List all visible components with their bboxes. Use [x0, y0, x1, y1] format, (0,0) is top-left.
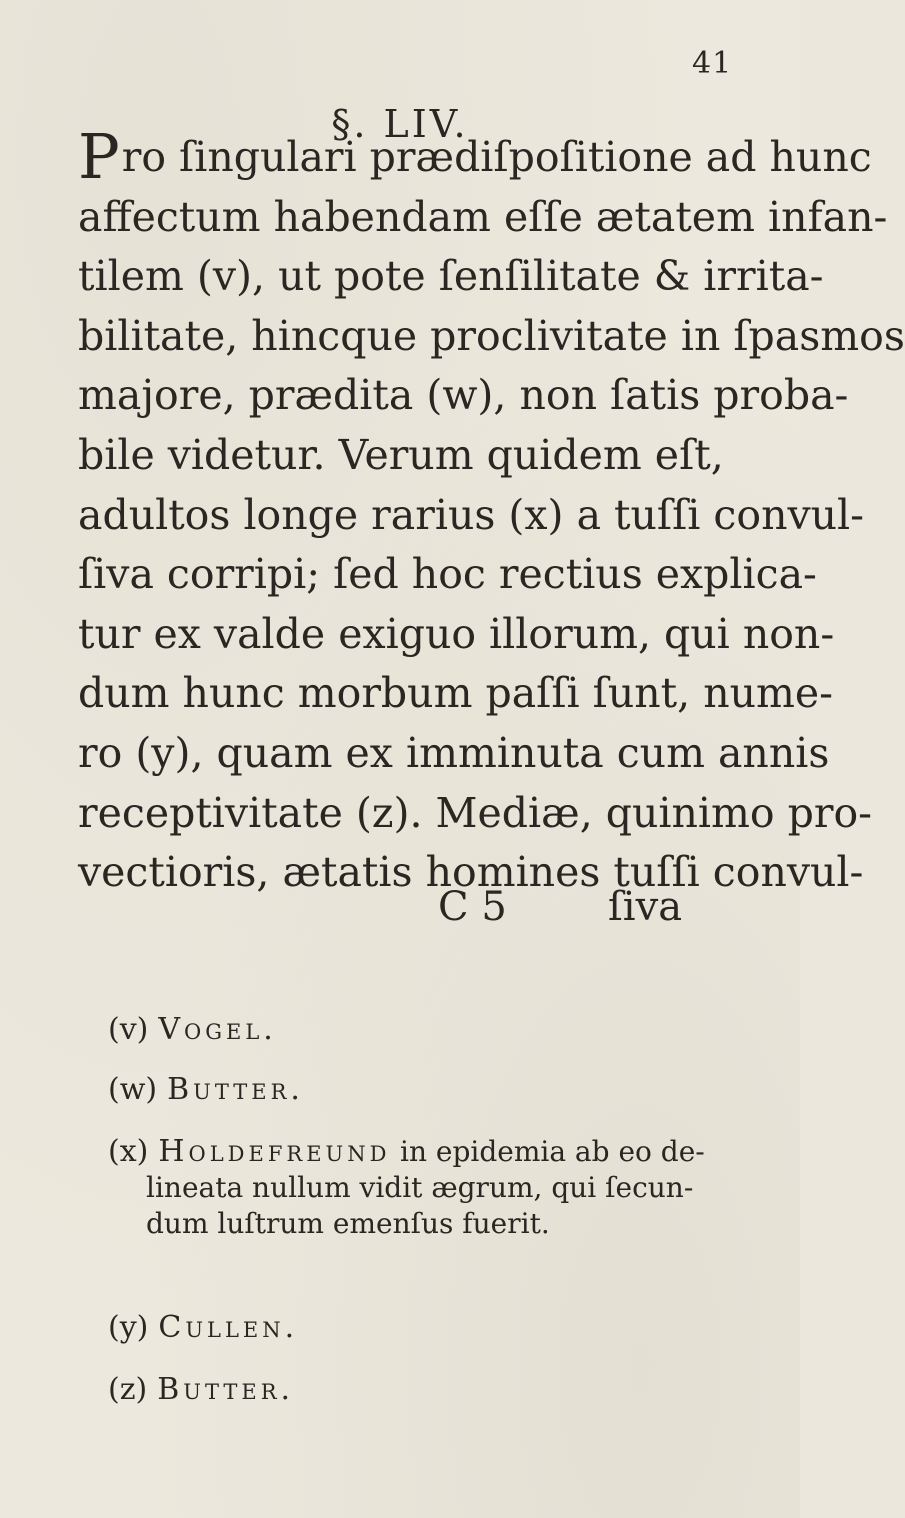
footnote	[108, 1072, 304, 1108]
section-heading: §. LIV.	[331, 102, 469, 146]
footnote-marker: (y)	[108, 1310, 149, 1345]
footnote-author: Butter.	[157, 1372, 295, 1407]
footnote	[108, 1134, 705, 1242]
body-text	[78, 120, 905, 903]
footnote	[108, 1372, 294, 1408]
text-line: Pro ſingulari prædiſpoſitione ad hunc	[78, 120, 872, 193]
text-line: receptivitate (z). Mediæ, quinimo pro-	[78, 788, 873, 837]
text-line: adultos longe rarius (x) a tuſſi convul-	[78, 490, 865, 539]
text-line: dum hunc morbum paſſi ſunt, nume-	[78, 669, 834, 718]
signature-line	[0, 884, 800, 936]
footnote	[108, 1012, 277, 1048]
catchword: ſiva	[608, 884, 683, 930]
text-line: vectioris, ætatis homines tuſſi convul-	[78, 848, 864, 897]
footnote-text: dum luſtrum emenſus fuerit.	[146, 1207, 550, 1240]
footnote-text: in epidemia ab eo de-	[400, 1135, 705, 1168]
drop-cap: P	[78, 120, 120, 193]
text-line: ro (y), quam ex imminuta cum annis	[78, 728, 830, 777]
signature-mark: C 5	[438, 884, 507, 930]
text-line: bile videtur. Verum quidem eſt,	[78, 430, 724, 479]
footnote-marker: (z)	[108, 1372, 148, 1407]
text-line: bilitate, hincque proclivitate in ſpasmos	[78, 311, 905, 360]
footnote-text: lineata nullum vidit ægrum, qui ſecun-	[146, 1171, 694, 1204]
text-line: majore, prædita (w), non ſatis proba-	[78, 371, 849, 420]
page-number: 41	[692, 46, 733, 81]
text-line: tur ex valde exiguo illorum, qui non-	[78, 609, 835, 658]
footnote-author: Holdefreund	[158, 1134, 391, 1169]
footnote-author: Cullen.	[158, 1310, 299, 1345]
text-line: affectum habendam eſſe ætatem infan-	[78, 192, 888, 241]
text-line: tilem (v), ut pote ſenſilitate & irrita-	[78, 252, 824, 301]
footnote-marker: (w)	[108, 1072, 158, 1107]
footnote	[108, 1310, 298, 1346]
footnote-marker: (x)	[108, 1134, 149, 1169]
footnote-marker: (v)	[108, 1012, 149, 1047]
footnote-author: Butter.	[167, 1072, 304, 1107]
text-line: ſiva corripi; ſed hoc rectius explica-	[78, 550, 817, 599]
footnote-author: Vogel.	[158, 1012, 277, 1047]
